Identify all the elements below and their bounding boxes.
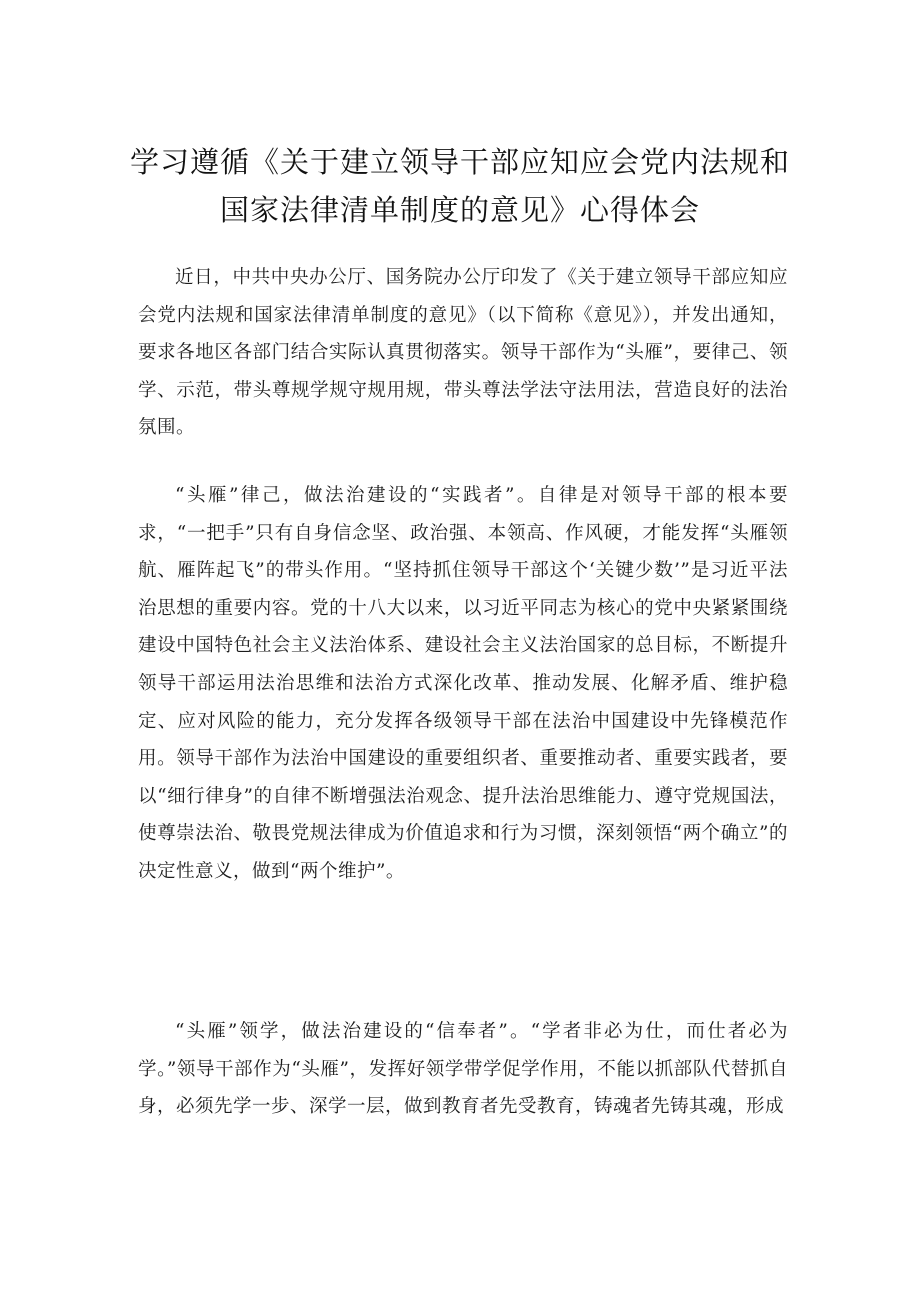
title-line-1: 学习遵循《关于建立领导干部应知应会党内法规和 [129,145,790,179]
body-paragraph-2: “头雁”律己，做法治建设的“实践者”。自律是对领导干部的根本要求，“一把手”只有自身信念坚、政治强、本领高、作风硬，才能发挥“头雁领航、雁阵起飞”的带头作用。“坚持抓住领导干部这个‘关键少数’”是习近平法治思想的重要内容。党的十八大以来，以习近平同志为核心的党中央紧紧围绕建设中国特色社会主义法治体系、建设社会主义法治国家的总目标，不断提升领导干部运用法治思维和法治方式深化改革、推动发展、化解矛盾、维护稳定、应对风险的能力，充分发挥各级领导干部在法治中国建设中先锋模范作用。领导干部作为法治中国建设的重要组织者、重要推动者、重要实践者，要以“细行律身”的自律不断增强法治观念、提升法治思维能力、遵守党规国法，使尊崇法治、敬畏党规法律成为价值追求和行为习惯，深刻领悟“两个确立”的决定性意义，做到“两个维护”。 [138,485,788,882]
document-title [100,138,820,234]
title-line-2: 国家法律清单制度的意见》心得体会 [219,193,700,227]
body-paragraph-1: 近日，中共中央办公厅、国务院办公厅印发了《关于建立领导干部应知应会党内法规和国家法律清单制度的意见》（以下简称《意见》），并发出通知，要求各地区各部门结合实际认真贯彻落实。领导干部作为“头雁”，要律己、领学、示范，带头尊规学规守规用规，带头尊法学法守法用法，营造良好的法治氛围。 [138,267,788,439]
body-paragraph-3: “头雁”领学，做法治建设的“信奉者”。“学者非必为仕，而仕者必为学。”领导干部作为“头雁”，发挥好领学带学促学作用，不能以抓部队代替抓自身，必须先学一步、深学一层，做到教育者先受教育，铸魂者先铸其魂，形成 [138,1021,788,1118]
